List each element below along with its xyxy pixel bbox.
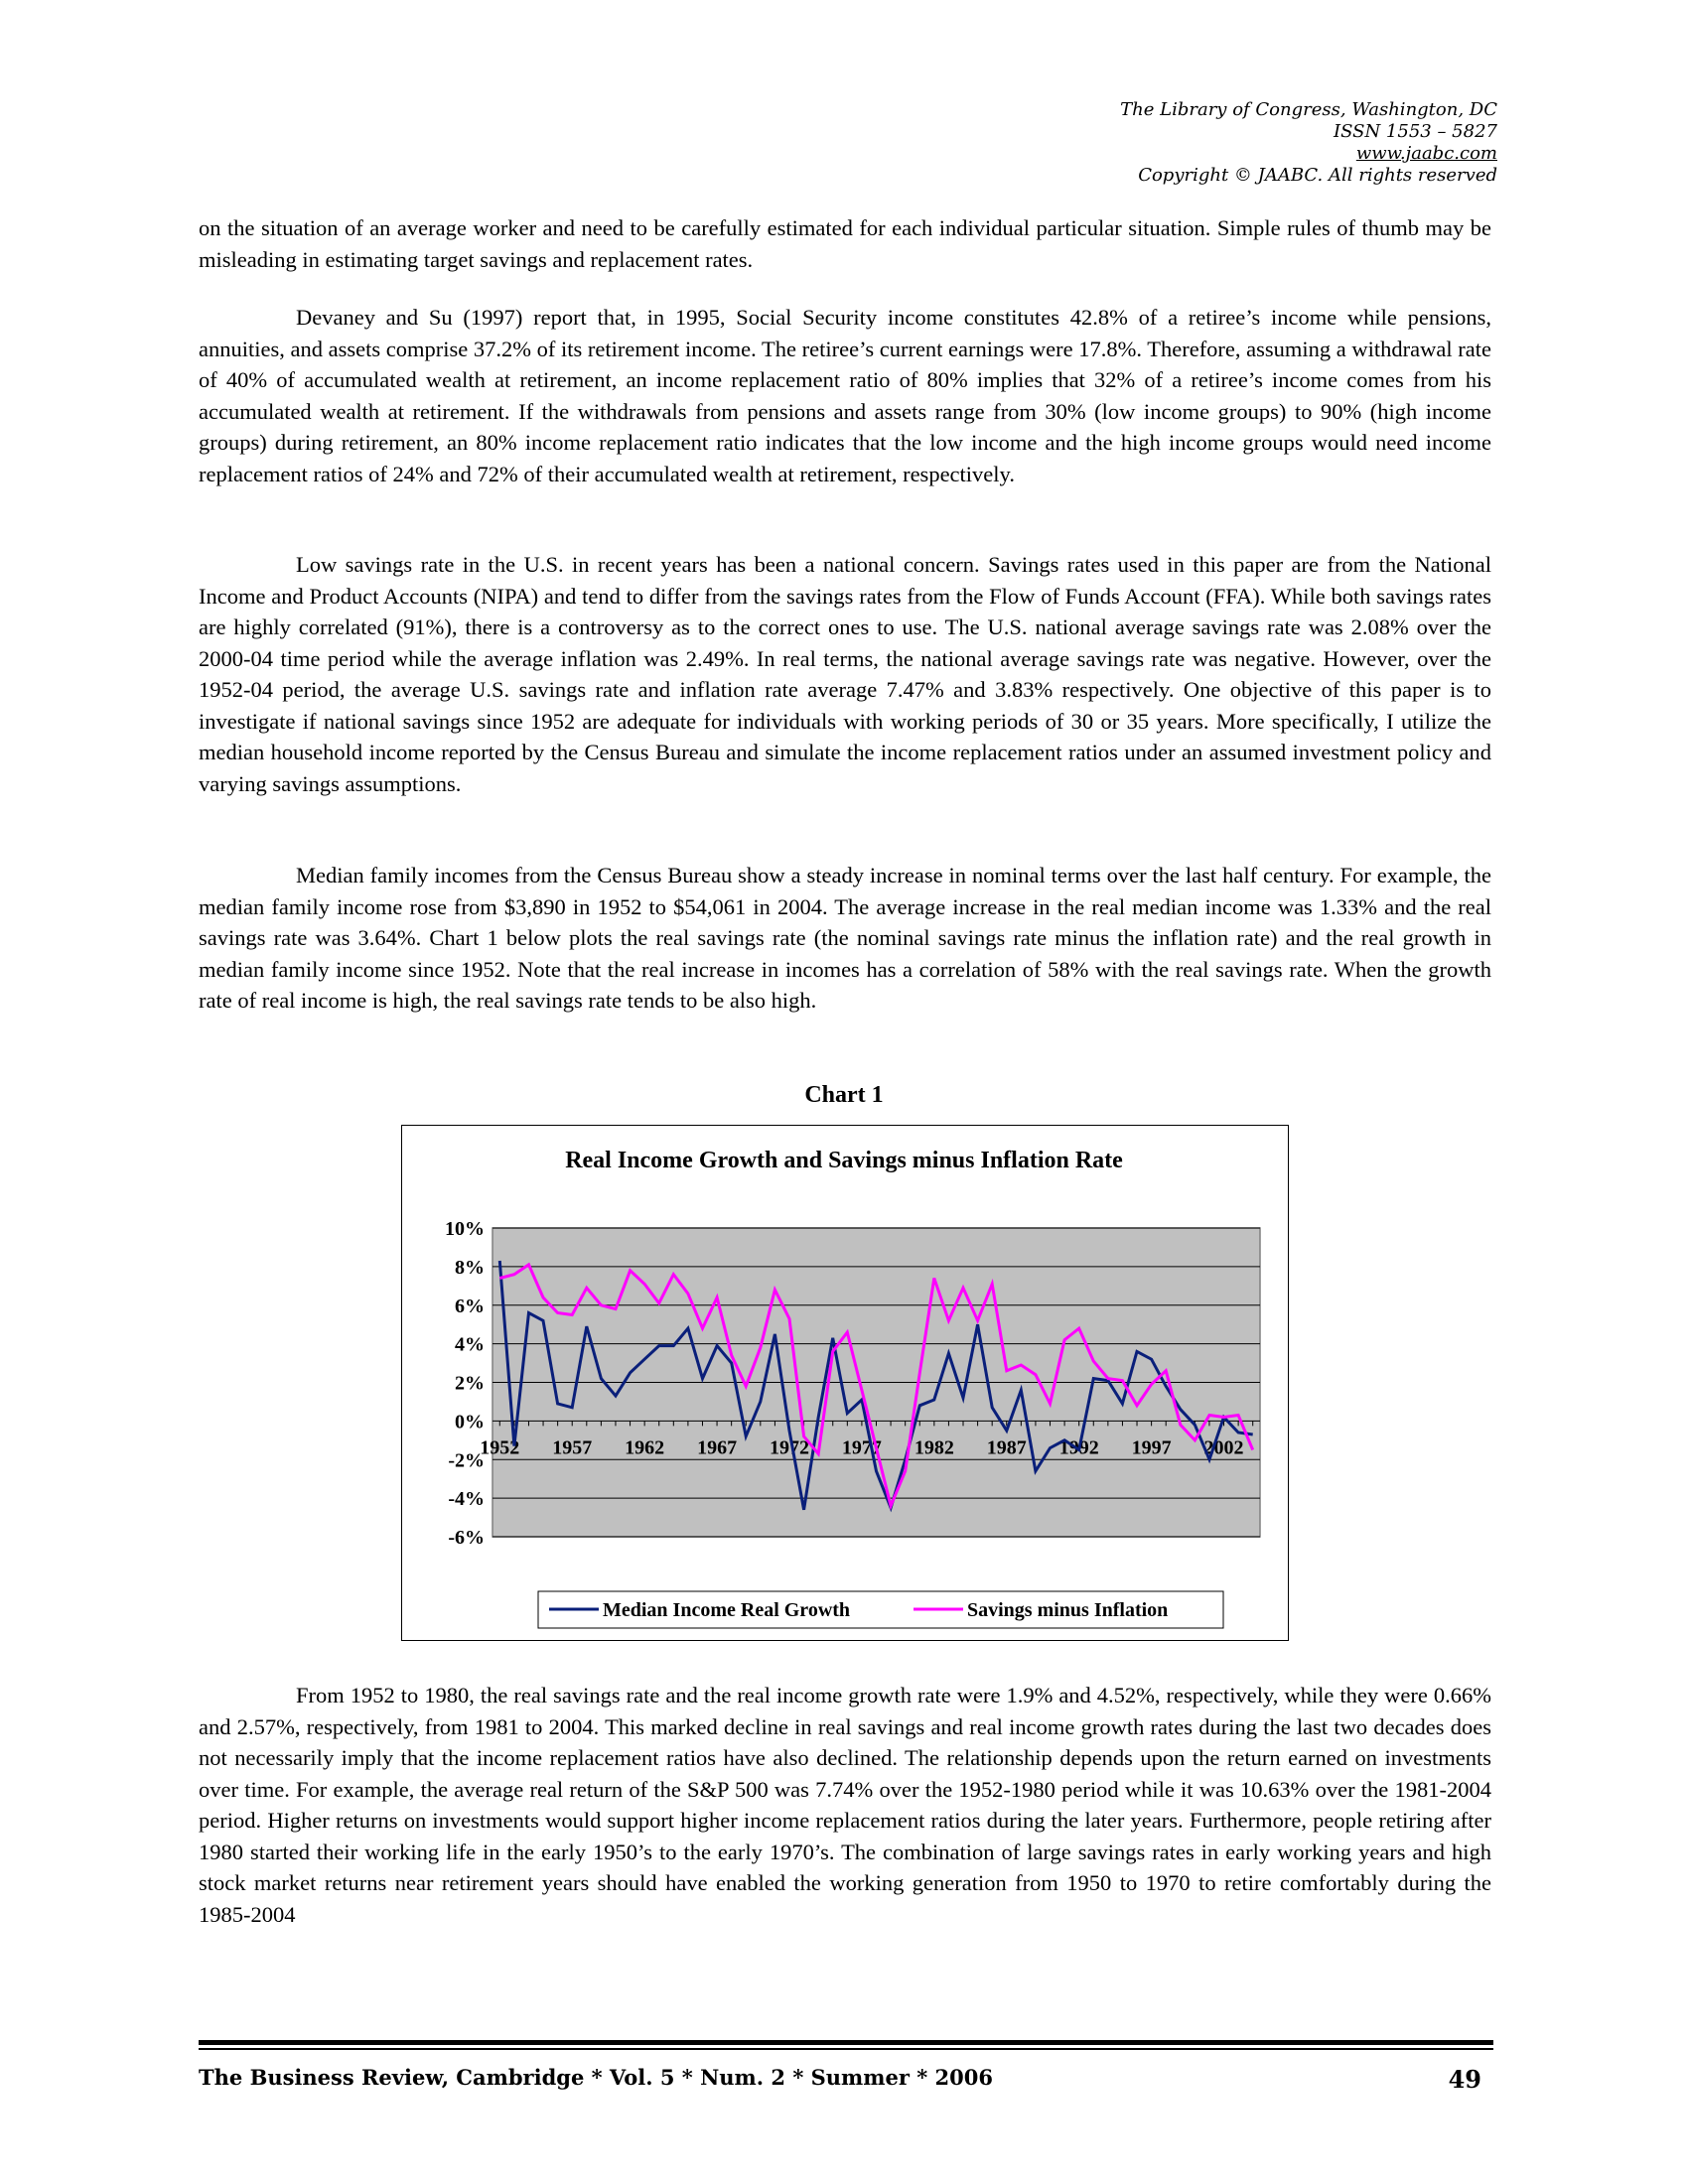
x-tick-label: 1992 (1058, 1436, 1099, 1459)
chart-caption: Chart 1 (804, 1082, 884, 1108)
paragraph-text: on the situation of an average worker and need to be carefully estimated for each individual particular situation. Simple rules of thumb may be misleading in estimating target savings and replacement rates. (199, 215, 1491, 272)
y-tick-label: -6% (448, 1527, 485, 1549)
page-footer (199, 2065, 1493, 2094)
x-tick-label: 1952 (480, 1436, 520, 1459)
y-tick-label: 4% (455, 1333, 485, 1356)
paragraph-continued (199, 212, 1491, 275)
y-tick-label: 0% (455, 1411, 485, 1433)
x-tick-label: 2002 (1203, 1436, 1244, 1459)
header-copyright: Copyright © JAABC. All rights reserved (1138, 165, 1497, 186)
x-tick-label: 1962 (625, 1436, 665, 1459)
paragraph-decline (199, 1680, 1491, 1930)
page-number: 49 (1448, 2065, 1481, 2094)
chart-title: Real Income Growth and Savings minus Inflation Rate (565, 1148, 1123, 1173)
y-tick-label: 8% (455, 1256, 485, 1279)
x-tick-label: 1977 (841, 1436, 882, 1459)
paragraph-devaney-su (199, 302, 1491, 489)
paragraph-text: Low savings rate in the U.S. in recent years has been a national concern. Savings rates used in this paper are from the National Income and Product Accounts (NIPA) and tend to differ from the savings rates from the Flow of Funds Account (FFA). While both savings rates are highly correlated (91%), there is a controversy as to the correct ones to use. The U.S. national average savings rate was 2.08% over the 2000-04 time period while the average inflation was 2.49%. In real terms, the national average savings rate was negative. However, over the 1952-04 period, the average U.S. savings rate and inflation rate average 7.47% and 3.83% respectively. One objective of this paper is to investigate if national savings since 1952 are adequate for individuals with working periods of 30 or 35 years. More specifically, I utilize the median household income reported by the Census Bureau and simulate the income replacement ratios under an assumed investment policy and varying savings assumptions. (199, 552, 1491, 796)
chart-figure (401, 1125, 1289, 1641)
legend-label-income: Median Income Real Growth (603, 1599, 851, 1621)
paragraph-text: From 1952 to 1980, the real savings rate and the real income growth rate were 1.9% and 4.52%, respectively, while they were 0.66% and 2.57%, respectively, from 1981 to 2004. This marked decline in real savings and real income growth rates during the last two decades does not necessarily imply that the income replacement ratios have also declined. The relationship depends upon the return earned on investments over time. For example, the average real return of the S&P 500 was 7.74% over the 1952-1980 period while it was 10.63% over the 1981-2004 period. Higher returns on investments would support higher income replacement ratios during the later years. Furthermore, people retiring after 1980 started their working life in the early 1950’s to the early 1970’s. The combination of large savings rates in early working years and high stock market returns near retirement years should have enabled the working generation from 1950 to 1970 to retire comfortably during the 1985-2004 (199, 1683, 1491, 1927)
paragraph-median-income (199, 860, 1491, 1017)
x-tick-label: 1957 (552, 1436, 593, 1459)
header-library: The Library of Congress, Washington, DC (1120, 99, 1497, 120)
paragraph-text: Median family incomes from the Census Bureau show a steady increase in nominal terms over the last half century. For example, the median family income rose from $3,890 in 1952 to $54,061 in 2004. The average increase in the real median income was 1.33% and the real savings rate was 3.64%. Chart 1 below plots the real savings rate (the nominal savings rate minus the inflation rate) and the real growth in median family income since 1952. Note that the real increase in incomes has a correlation of 58% with the real savings rate. When the growth rate of real income is high, the real savings rate tends to be also high. (199, 863, 1491, 1013)
footer-rule-thick (199, 2040, 1493, 2045)
x-tick-label: 1997 (1131, 1436, 1172, 1459)
x-tick-label: 1987 (986, 1436, 1027, 1459)
legend-label-savings: Savings minus Inflation (967, 1599, 1169, 1621)
paragraph-savings-rate (199, 549, 1491, 799)
header-issn: ISSN 1553 – 5827 (1334, 121, 1497, 142)
y-tick-label: -4% (448, 1488, 485, 1511)
x-tick-label: 1967 (697, 1436, 738, 1459)
paragraph-text: Devaney and Su (1997) report that, in 1995, Social Security income constitutes 42.8% of a retiree’s income while pensions, annuities, and assets comprise 37.2% of its retirement income. The retiree’s current earnings were 17.8%. Therefore, assuming a withdrawal rate of 40% of accumulated wealth at retirement, an income replacement ratio of 80% implies that 32% of a retiree’s income comes from his accumulated wealth at retirement. If the withdrawals from pensions and assets range from 30% (low income groups) to 90% (high income groups) during retirement, an 80% income replacement ratio indicates that the low income and the high income groups would need income replacement ratios of 24% and 72% of their accumulated wealth at retirement, respectively. (199, 305, 1491, 486)
footer-rule-thin (199, 2048, 1493, 2050)
x-tick-label: 1972 (769, 1436, 809, 1459)
y-tick-label: -2% (448, 1449, 485, 1472)
journal-citation: The Business Review, Cambridge * Vol. 5 * Num. 2 * Summer * 2006 (199, 2065, 993, 2090)
header-website-link[interactable]: www.jaabc.com (1355, 143, 1497, 164)
page-header (1120, 99, 1497, 187)
y-tick-label: 10% (445, 1218, 485, 1240)
x-tick-label: 1982 (914, 1436, 954, 1459)
line-chart (402, 1126, 1287, 1639)
y-tick-label: 6% (455, 1295, 485, 1317)
y-tick-label: 2% (455, 1372, 485, 1395)
